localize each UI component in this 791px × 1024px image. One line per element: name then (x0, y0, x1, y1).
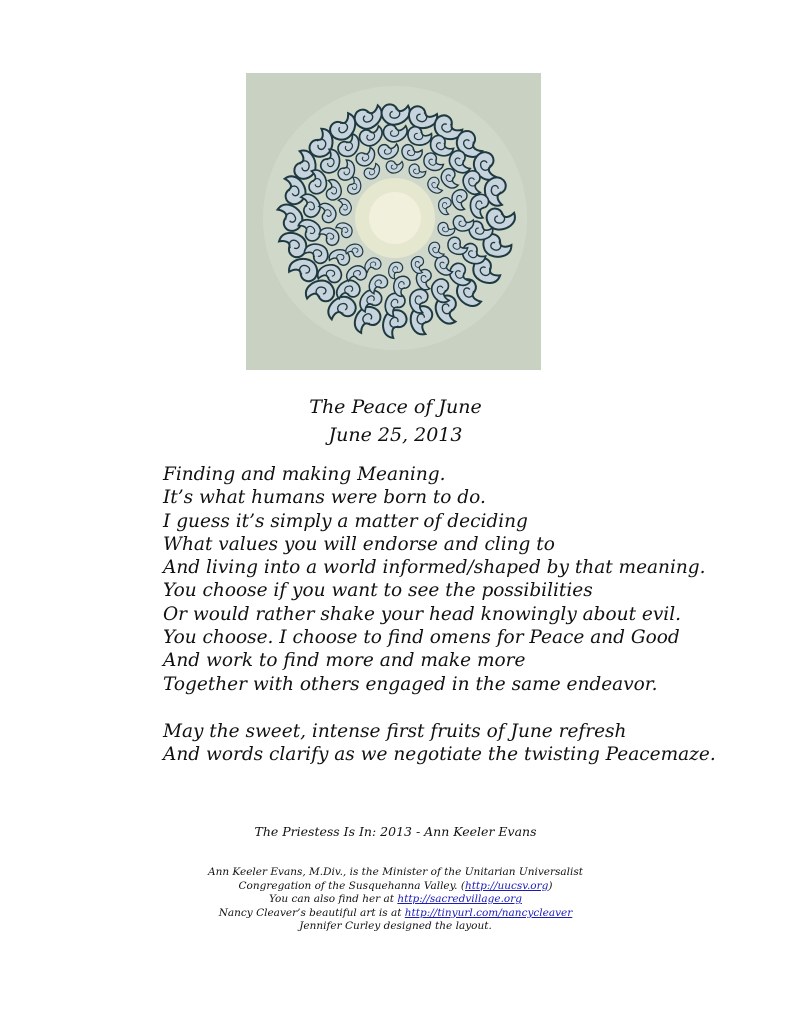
mandala-icon (246, 73, 541, 370)
credits-line-1: Ann Keeler Evans, M.Div., is the Minister of the Unitarian Universalist (207, 866, 583, 878)
poem-stanza-1 (163, 463, 763, 696)
stanza-spacer (163, 696, 763, 720)
credits-line-3 (0, 893, 791, 907)
credits-text: Nancy Cleaver’s beautiful art is at (218, 906, 405, 919)
mandala-artwork (246, 73, 541, 370)
poem-line: And words clarify as we negotiate the twisting Peacemaze. (163, 744, 716, 766)
byline: The Priestess Is In: 2013 - Ann Keeler Evans (254, 824, 537, 839)
poem-line: You choose if you want to see the possibilities (163, 580, 593, 602)
credits-text: Congregation of the Susquehanna Valley. ( (238, 879, 465, 892)
poem-line: Together with others engaged in the same endeavor. (163, 673, 658, 695)
poem-line: Finding and making Meaning. (163, 464, 446, 485)
poem-line: You choose. I choose to find omens for Peace and Good (163, 627, 680, 649)
credits-line-5: Jennifer Curley designed the layout. (299, 920, 492, 933)
poem-line: I guess it’s simply a matter of deciding (163, 510, 528, 532)
poem-line: And living into a world informed/shaped by that meaning. (163, 557, 706, 579)
credits-line-2 (0, 880, 791, 894)
credits-text: ) (548, 879, 553, 892)
poem-stanza-2 (163, 720, 763, 767)
uucsv-link[interactable]: http://uucsv.org (464, 879, 549, 892)
sacredvillage-link[interactable]: http://sacredvillage.org (397, 893, 522, 906)
poem-date: June 25, 2013 (328, 424, 463, 446)
credits-text: You can also find her at (269, 893, 398, 906)
poem-line: What values you will endorse and cling to (163, 533, 555, 555)
poem-body (163, 463, 763, 767)
poem-title: The Peace of June (309, 396, 482, 418)
poem-line: Or would rather shake your head knowingly about evil. (163, 603, 682, 625)
nancycleaver-link[interactable]: http://tinyurl.com/nancycleaver (404, 906, 573, 919)
poem-line: May the sweet, intense first fruits of June refresh (163, 720, 627, 742)
poem-line: And work to find more and make more (163, 650, 526, 672)
credits-line-4 (0, 907, 791, 921)
credits (0, 866, 791, 934)
poem-line: It’s what humans were born to do. (163, 487, 486, 509)
